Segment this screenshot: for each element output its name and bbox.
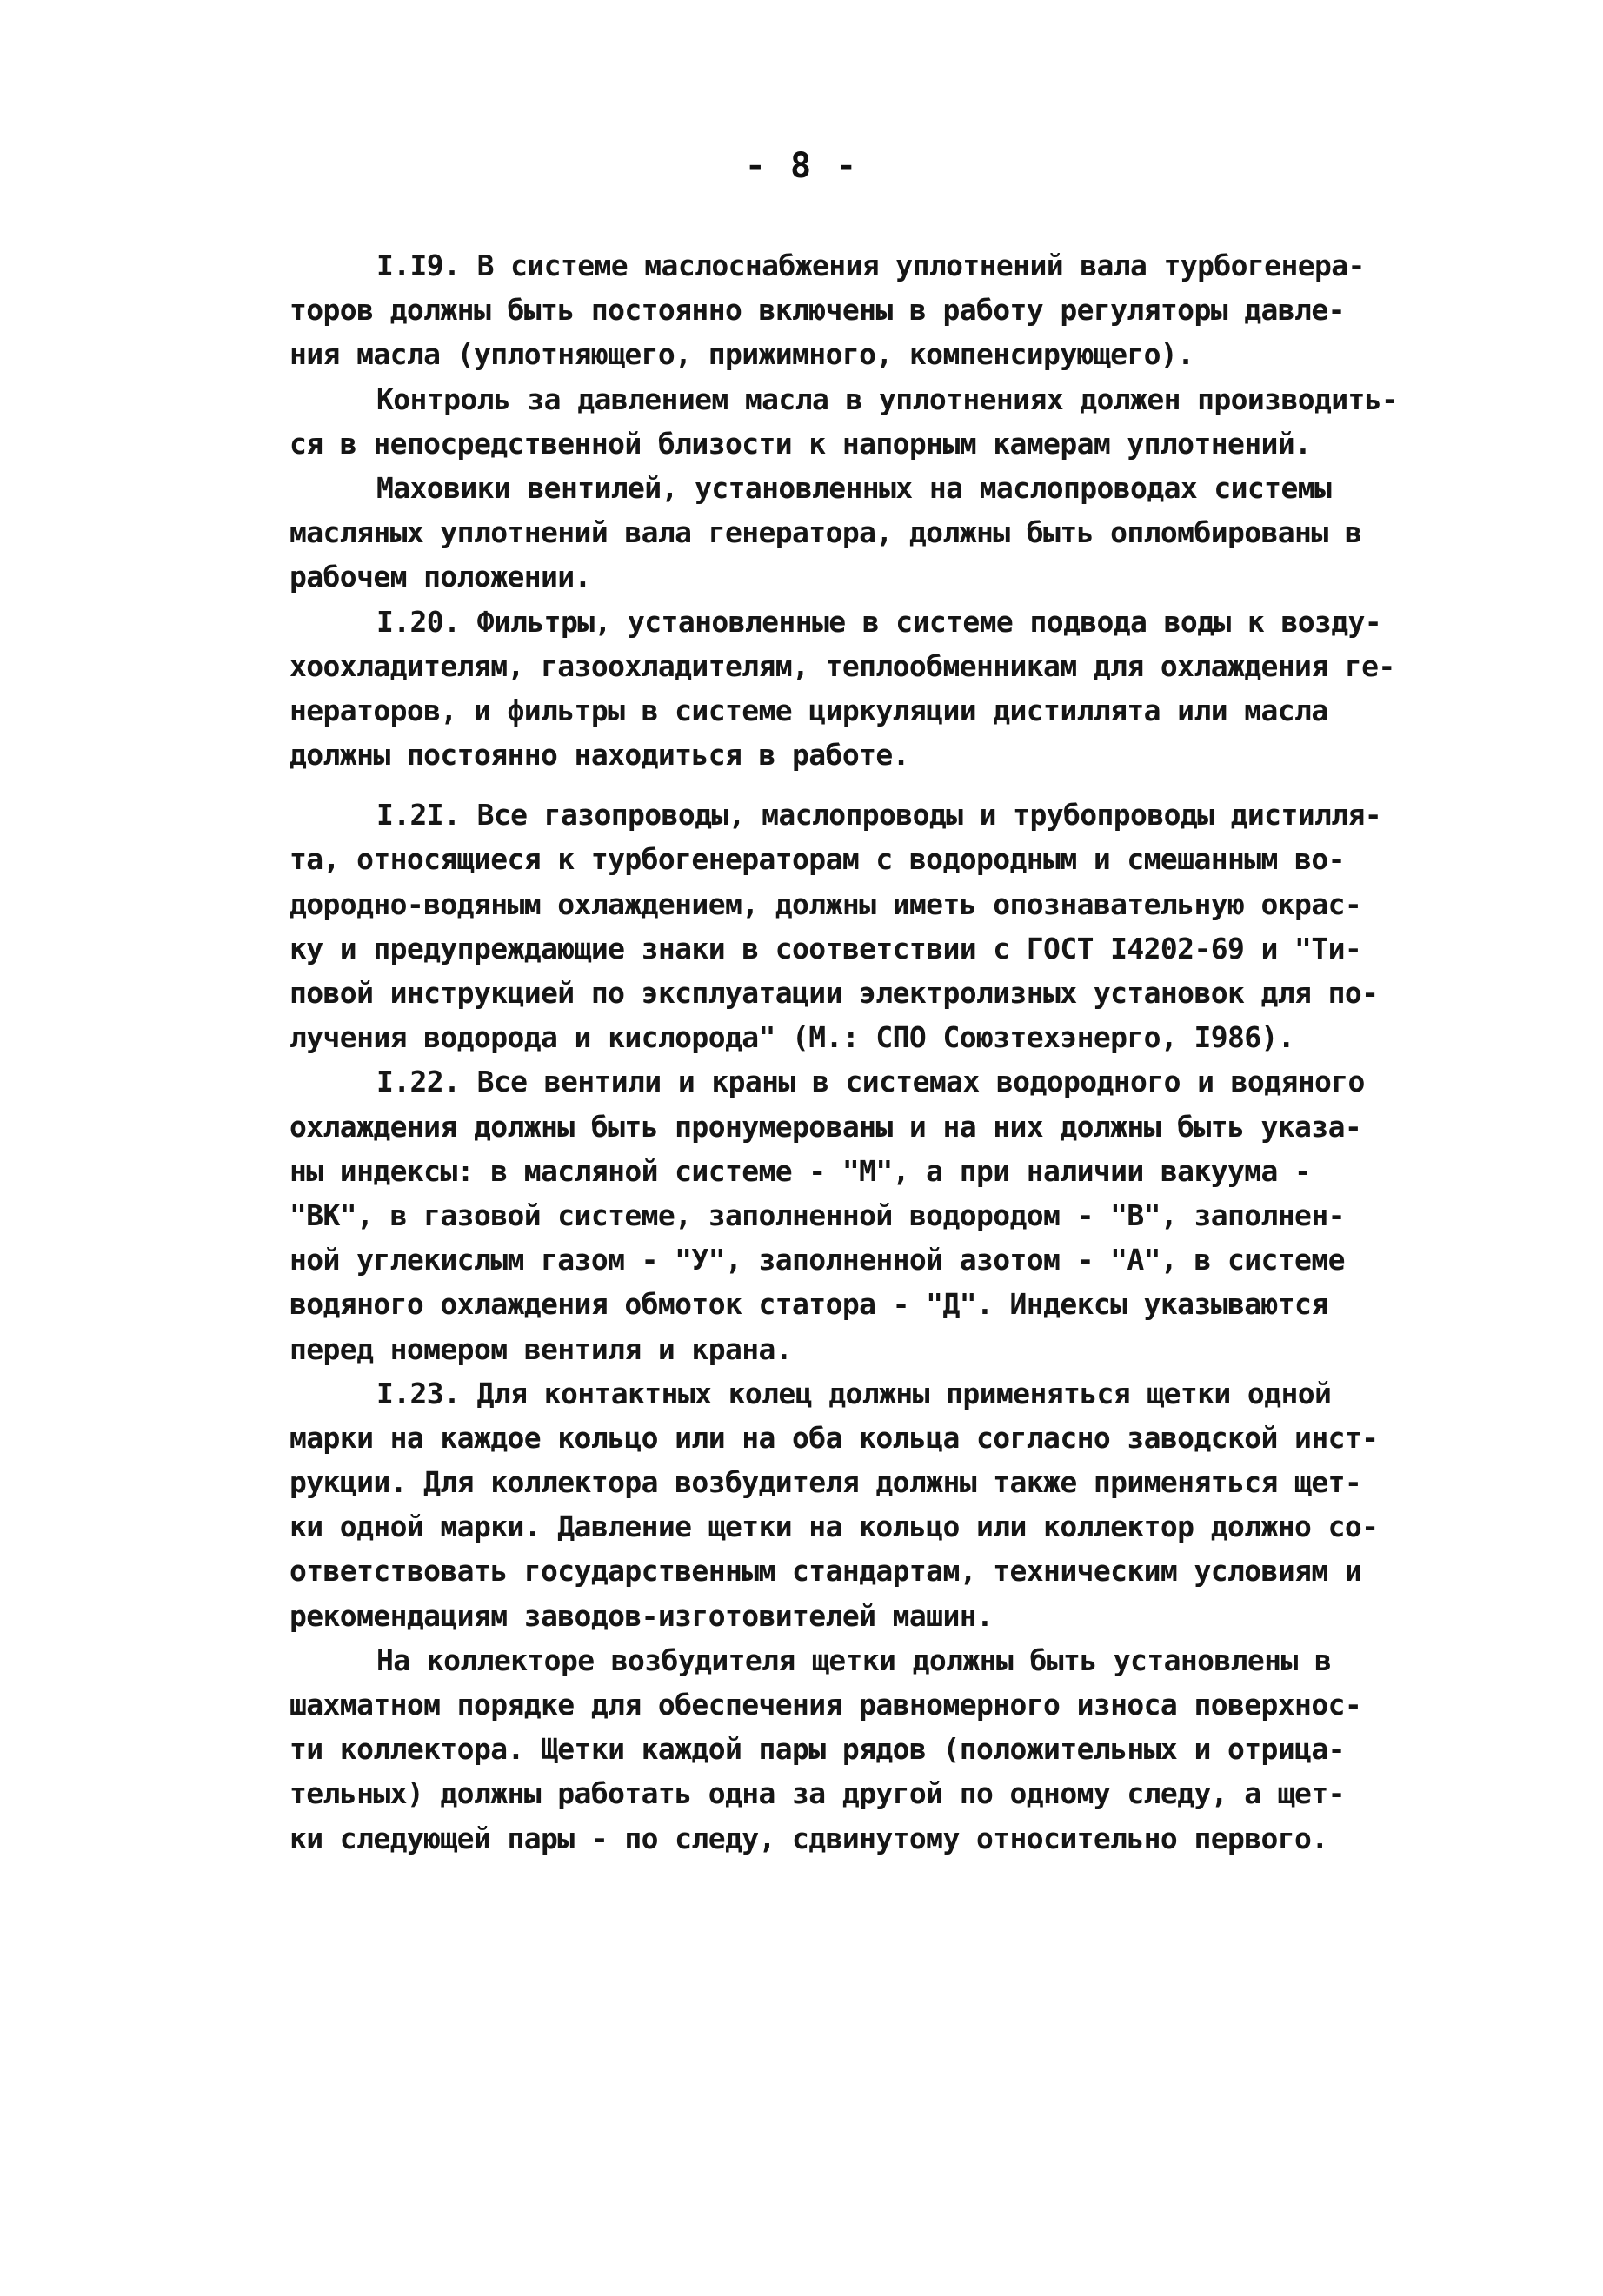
paragraph-line: должны постоянно находиться в работе. xyxy=(289,738,909,773)
paragraph-line: та, относящиеся к турбогенераторам с водородным и смешанным во- xyxy=(289,842,1345,877)
paragraph-line: I.2I. Все газопроводы, маслопроводы и трубопроводы дистилля- xyxy=(376,798,1382,833)
paragraph-line: перед номером вентиля и крана. xyxy=(289,1331,793,1366)
paragraph-line: ответствовать государственным стандартам, техническим условиям и xyxy=(289,1554,1362,1589)
page-number: - 8 - xyxy=(744,146,859,186)
paragraph-line: водяного охлаждения обмоток статора - "Д". Индексы указываются xyxy=(289,1287,1328,1322)
paragraph-line: охлаждения должны быть пронумерованы и на них должны быть указа- xyxy=(289,1109,1362,1144)
paragraph-line: повой инструкцией по эксплуатации электролизных установок для по- xyxy=(289,976,1379,1010)
paragraph-line: ку и предупреждающие знаки в соответствии с ГОСТ I4202-69 и "Ти- xyxy=(289,931,1362,966)
paragraph-line: дородно-водяным охлаждением, должны иметь опознавательную окрас- xyxy=(289,886,1362,921)
paragraph-line: ки следующей пары - по следу, сдвинутому относительно первого. xyxy=(289,1821,1328,1855)
paragraph-line: I.23. Для контактных колец должны применяться щетки одной xyxy=(376,1376,1332,1410)
paragraph-line: I.I9. В системе маслоснабжения уплотнений вала турбогенера- xyxy=(376,249,1365,282)
paragraph-line: ной углекислым газом - "У", заполненной азотом - "А", в системе xyxy=(289,1243,1345,1277)
paragraph-line: "ВК", в газовой системе, заполненной водородом - "В", заполнен- xyxy=(289,1198,1345,1232)
paragraph-line: ся в непосредственной близости к напорным камерам уплотнений. xyxy=(289,426,1312,461)
paragraph-line: лучения водорода и кислорода" (М.: СПО Союзтехэнерго, I986). xyxy=(289,1020,1295,1055)
paragraph-line: ти коллектора. Щетки каждой пары рядов (положительных и отрица- xyxy=(289,1732,1345,1767)
paragraph-line: рукции. Для коллектора возбудителя должны также применяться щет- xyxy=(289,1465,1362,1500)
paragraph-line: ны индексы: в масляной системе - "М", а при наличии вакуума - xyxy=(289,1153,1312,1188)
body-text xyxy=(289,243,1454,1861)
paragraph-line: шахматном порядке для обеспечения равномерного износа поверхнос- xyxy=(289,1688,1362,1722)
paragraph-line: На коллекторе возбудителя щетки должны быть установлены в xyxy=(376,1642,1332,1677)
paragraph-line: тельных) должны работать одна за другой по одному следу, а щет- xyxy=(289,1776,1345,1811)
paragraph-line: рабочем положении. xyxy=(289,560,591,594)
paragraph-line: торов должны быть постоянно включены в работу регуляторы давле- xyxy=(289,293,1345,328)
paragraph-line: Маховики вентилей, установленных на маслопроводах системы xyxy=(376,470,1332,505)
paragraph-line: ки одной марки. Давление щетки на кольцо или коллектор должно со- xyxy=(289,1510,1379,1544)
paragraph-line: I.22. Все вентили и краны в системах водородного и водяного xyxy=(376,1065,1365,1099)
paragraph-line: Контроль за давлением масла в уплотнениях должен производить- xyxy=(376,382,1399,416)
paragraph-line: I.20. Фильтры, установленные в системе подвода воды к возду- xyxy=(376,604,1382,639)
paragraph-line: рекомендациям заводов-изготовителей машин. xyxy=(289,1598,994,1633)
paragraph-line: марки на каждое кольцо или на оба кольца согласно заводской инст- xyxy=(289,1420,1379,1455)
paragraph-spacer xyxy=(289,777,1454,793)
paragraph-line: масляных уплотнений вала генератора, должны быть опломбированы в xyxy=(289,515,1362,550)
paragraph-line: нераторов, и фильтры в системе циркуляции дистиллята или масла xyxy=(289,693,1328,727)
paragraph-line: хоохладителям, газоохладителям, теплообменникам для охлаждения ге- xyxy=(289,648,1395,683)
paragraph-line: ния масла (уплотняющего, прижимного, компенсирующего). xyxy=(289,337,1194,372)
